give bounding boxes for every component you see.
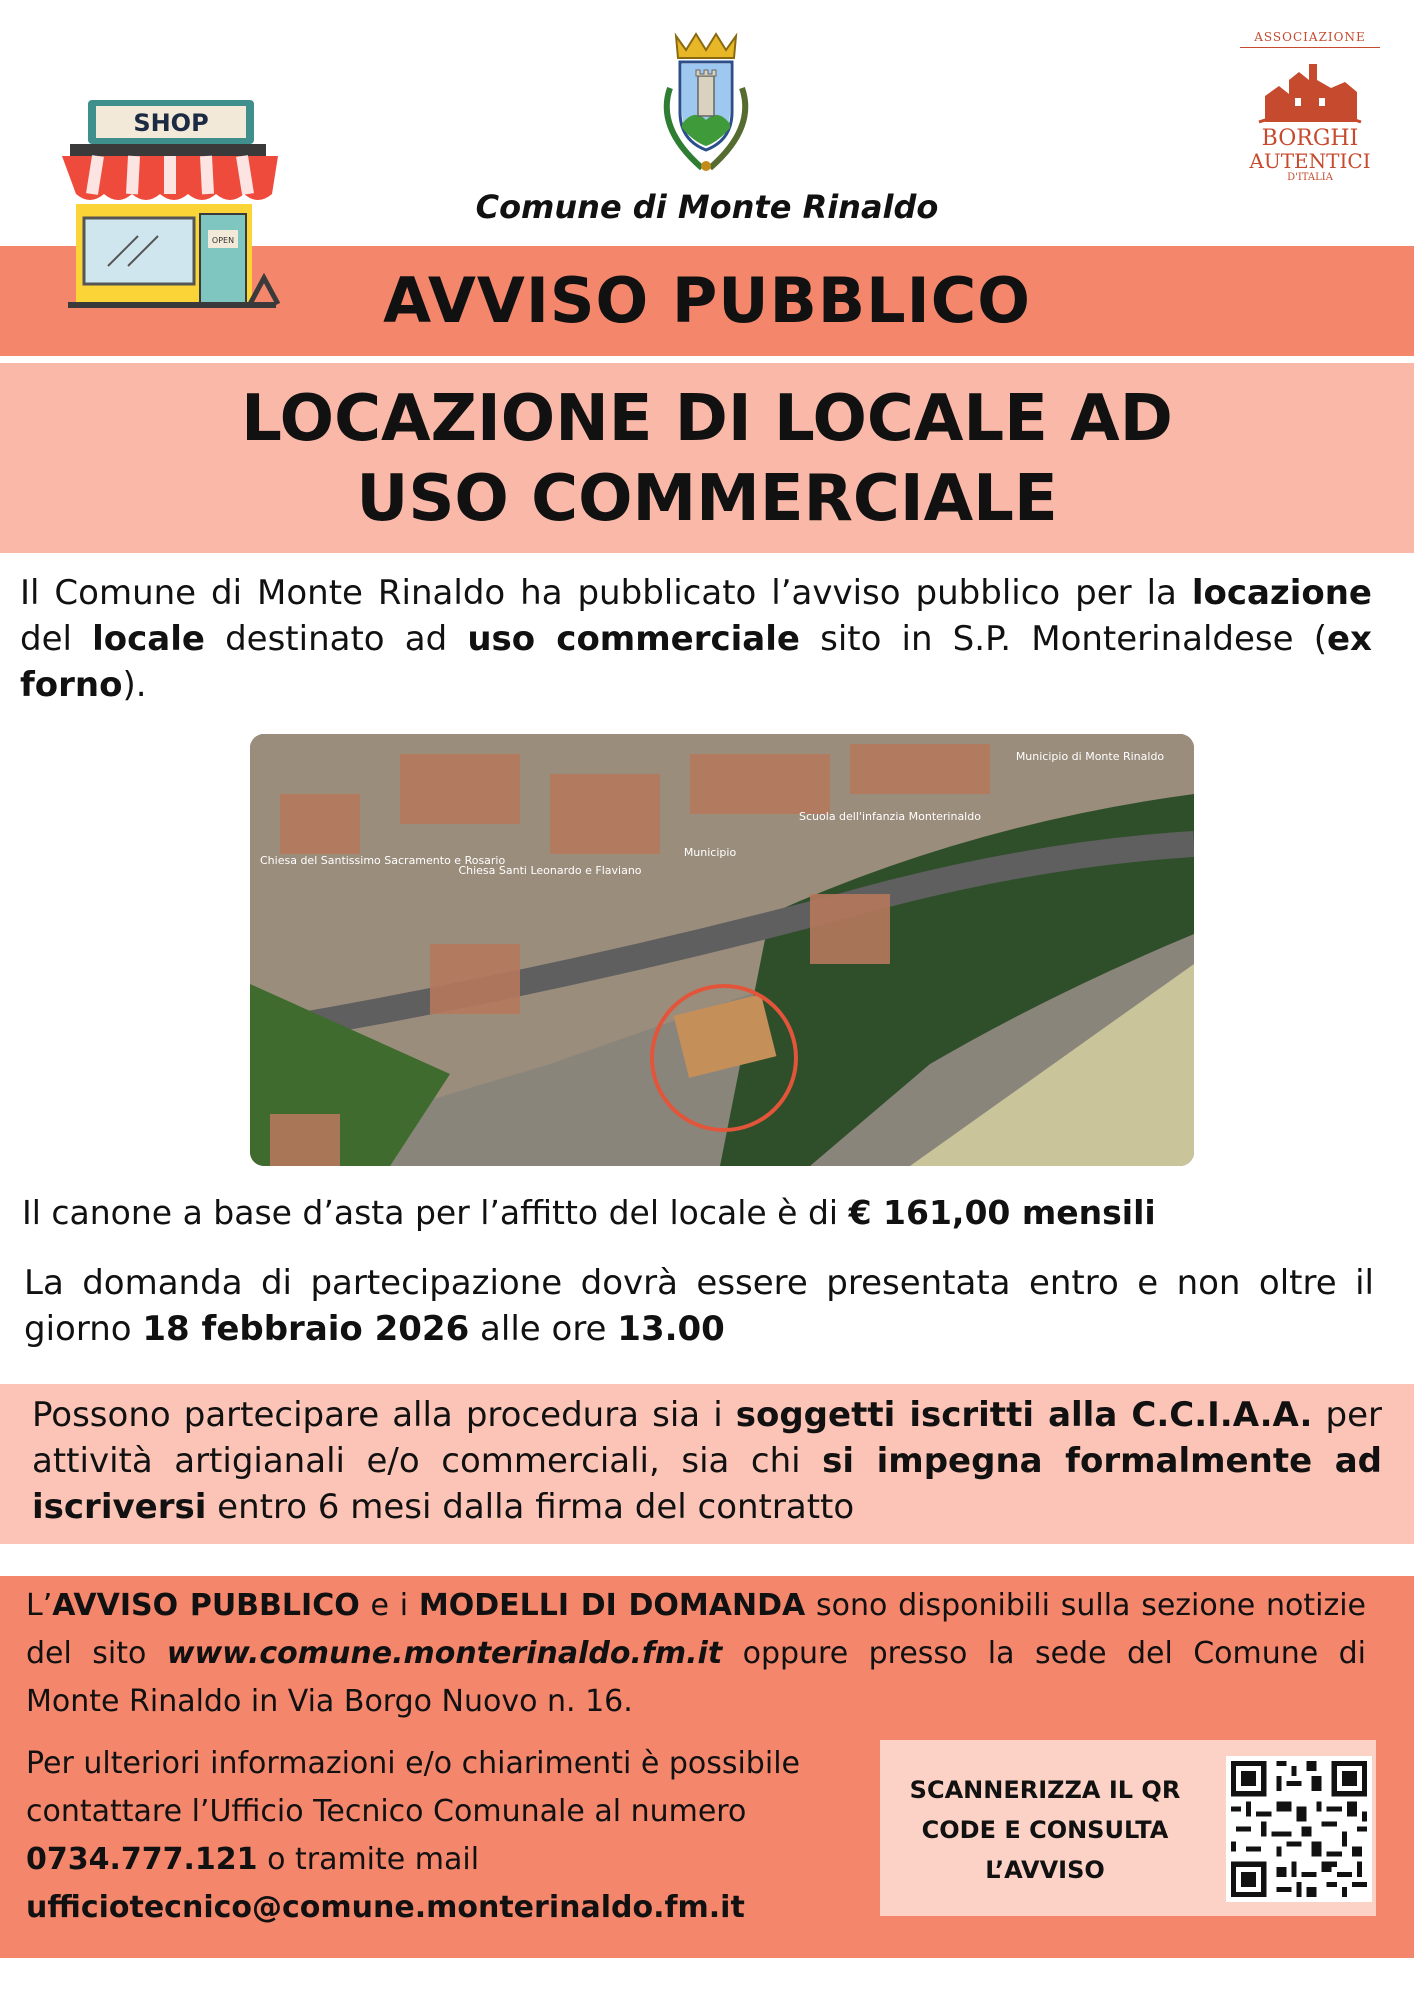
municipality-coat-of-arms [646,28,766,178]
availability-text-4: oppure presso la sede del Comune di Monte Rinaldo in Via Borgo Nuovo n. 16. [26,1636,1366,1719]
intro-text-5: ). [122,665,147,705]
eligibility-text-1: Possono partecipare alla procedura sia i [32,1395,736,1435]
map-label-chiesa-santi: Chiesa Santi Leonardo e Flaviano [458,864,642,877]
availability-paragraph [26,1582,1366,1726]
contact-text-1: Per ulteriori informazioni e/o chiarimenti è possibile contattare l’Ufficio Tecnico Comunale al numero [26,1746,800,1829]
map-label-scuola: Scuola dell'infanzia Monterinaldo [799,810,981,823]
logo-top-text: ASSOCIAZIONE [1240,30,1380,48]
map-label-municipio: Municipio [683,846,737,859]
logo-bottom-text: D'ITALIA [1287,172,1333,183]
eligibility-paragraph [32,1392,1382,1530]
contact-paragraph [26,1740,856,1932]
deadline-text-1: La domanda di partecipazione dovrà essere presentata entro e non oltre il giorno [24,1263,1374,1349]
availability-text-2: e i [359,1588,419,1623]
notice-heading: AVVISO PUBBLICO [383,264,1031,337]
intro-text-1: Il Comune di Monte Rinaldo ha pubblicato l’avviso pubblico per la [20,573,1192,613]
rent-text: Il canone a base d’asta per l’affitto del locale è di [22,1193,849,1232]
qr-code-icon [1226,1756,1372,1902]
subject-line-2: USO COMMERCIALE [356,462,1058,536]
eligibility-bold-ccia: soggetti iscritti alla C.C.I.A.A. [735,1395,1313,1435]
intro-paragraph [20,570,1372,708]
intro-bold-locazione: locazione [1191,573,1372,613]
map-label-chiesa-santissimo: Chiesa del Santissimo Sacramento e Rosario [260,854,506,867]
logo-line1: BORGHI [1261,126,1359,151]
subject-line-1: LOCAZIONE DI LOCALE AD [241,382,1173,456]
eligibility-text-3: entro 6 mesi dalla firma del contratto [206,1487,855,1527]
eligibility-bold-impegno: si impegna formalmente ad iscriversi [32,1441,1382,1527]
shop-illustration [58,96,294,314]
availability-bold-avviso: AVVISO PUBBLICO [52,1588,360,1623]
qr-caption [890,1770,1200,1890]
eligibility-text-2: per attività artigianali e/o commerciali, sia chi [32,1395,1383,1481]
open-sign-text: OPEN [211,236,235,245]
qr-caption-line-1: SCANNERIZZA IL QR [909,1776,1181,1804]
availability-text-3: sono disponibili sulla sezione notizie del sito [26,1588,1366,1671]
qr-caption-line-2: CODE E CONSULTA [921,1816,1169,1844]
intro-bold-locale: locale [92,619,205,659]
logo-line2: AUTENTICI [1249,149,1371,173]
map-label-municipio-monte-rinaldo: Municipio di Monte Rinaldo [1015,750,1165,763]
qr-code[interactable] [1226,1756,1372,1902]
intro-bold-uso: uso commerciale [467,619,800,659]
intro-bold-ex-forno: ex forno [20,619,1372,705]
intro-text-4: sito in S.P. Monterinaldese ( [799,619,1327,659]
intro-text-3: destinato ad [204,619,468,659]
deadline-date: 18 febbraio 2026 [142,1309,470,1349]
municipality-name: Comune di Monte Rinaldo [475,188,939,226]
website-link[interactable]: www.comune.monterinaldo.fm.it [166,1636,723,1671]
contact-phone[interactable]: 0734.777.121 [26,1842,258,1877]
availability-bold-modelli: MODELLI DI DOMANDA [418,1588,806,1623]
village-icon [1255,52,1365,126]
rent-line [22,1190,1402,1236]
availability-text-1: L’ [26,1588,53,1623]
aerial-map [250,734,1194,1166]
deadline-time: 13.00 [617,1309,725,1349]
deadline-text-2: alle ore [469,1309,618,1349]
contact-text-2: o tramite mail [257,1842,480,1877]
contact-email[interactable]: ufficiotecnico@comune.monterinaldo.fm.it [26,1890,745,1925]
borghi-autentici-logo [1240,30,1380,200]
shop-sign-text: SHOP [133,109,209,137]
rent-amount: € 161,00 mensili [848,1193,1156,1232]
deadline-paragraph [24,1260,1374,1352]
qr-caption-line-3: L’AVVISO [985,1856,1105,1884]
intro-text-2: del [20,619,93,659]
